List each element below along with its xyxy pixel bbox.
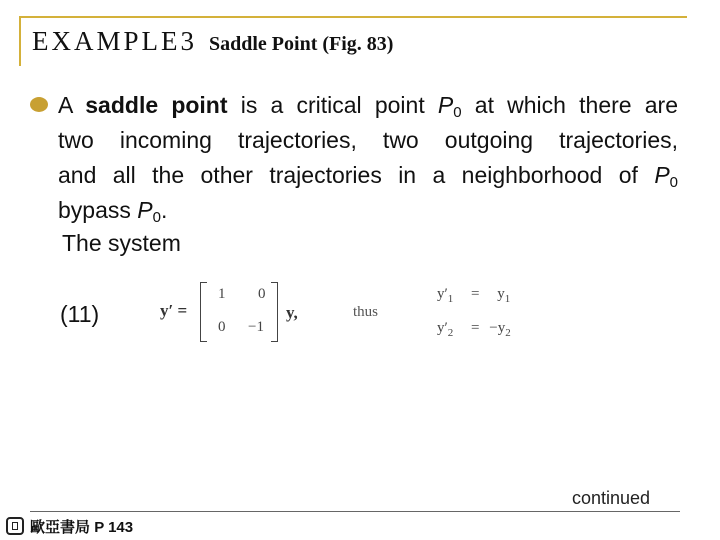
matrix-cell: −1 — [248, 319, 264, 335]
system-text: The system — [62, 230, 181, 256]
thus-word: thus — [353, 304, 379, 320]
bullet-icon — [30, 97, 48, 112]
matrix-bracket-right — [271, 282, 278, 342]
para-line: A saddle point is a critical point $P_0$ at which there are — [58, 92, 678, 121]
footer-divider — [30, 511, 680, 512]
example-subtitle: Saddle Point (Fig. 83) — [209, 33, 394, 55]
matrix-cell: 0 — [258, 286, 266, 302]
title-frame-left — [19, 16, 21, 66]
continued-label: continued — [572, 488, 651, 508]
matrix-cell: 1 — [218, 286, 226, 302]
footer-text — [30, 516, 133, 537]
definition-paragraph — [58, 88, 678, 228]
equation-number: (11) — [60, 301, 100, 327]
publisher-name: 歐亞書局 — [30, 519, 91, 536]
page-number: P 143 — [94, 519, 134, 536]
component-equation-2: $y'_2 = -y_2$ — [437, 320, 511, 339]
para-line: bypass $P_0$. — [58, 197, 168, 226]
example-label: EXAMPLE3 — [32, 26, 197, 56]
equation-lhs: y′ = — [160, 301, 188, 320]
coefficient-matrix — [200, 282, 278, 342]
component-equation-1: $y'_1 = y_1$ — [437, 286, 511, 305]
matrix-cell: 0 — [218, 319, 226, 335]
publisher-logo-icon — [6, 517, 24, 535]
para-line: two incoming trajectories, two outgoing trajectories, — [58, 127, 678, 153]
equation-rhs: y, — [286, 303, 298, 322]
slide-title — [32, 26, 393, 57]
title-frame-top — [19, 16, 687, 18]
para-line: and all the other trajectories in a neighborhood of $P_0$ — [58, 162, 678, 191]
matrix-bracket-left — [200, 282, 207, 342]
